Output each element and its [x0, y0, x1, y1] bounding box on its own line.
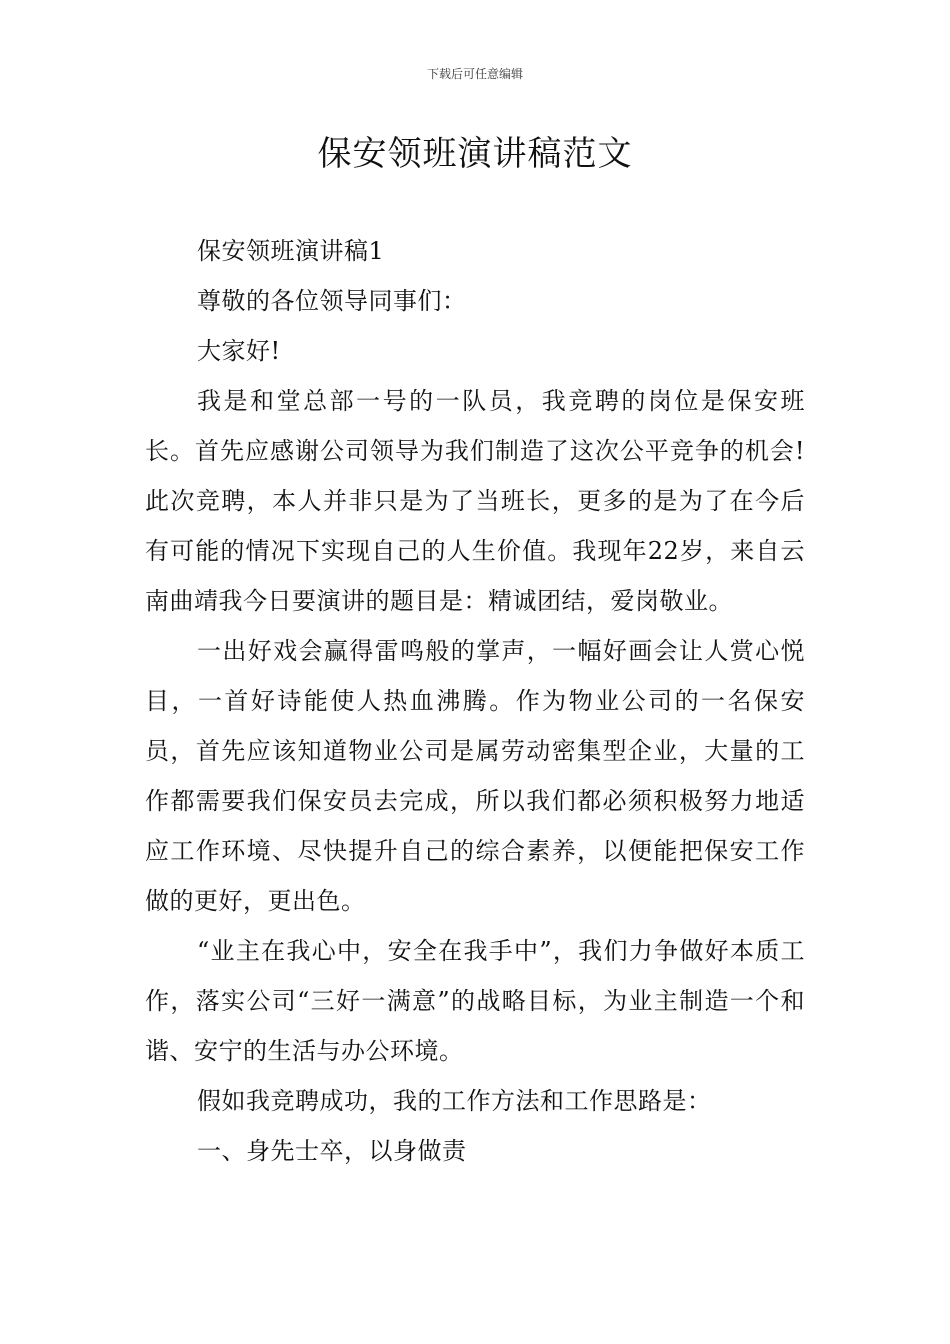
paragraph-plan-item: 一、身先士卒，以身做责: [197, 1137, 467, 1165]
paragraph-salutation: 尊敬的各位领导同事们：: [197, 287, 467, 315]
document-body: [145, 226, 805, 1176]
paragraph-subtitle: 保安领班演讲稿1: [197, 237, 385, 265]
paragraph-greeting: 大家好!: [197, 337, 281, 365]
header-note: 下载后可任意编辑: [426, 67, 523, 81]
document-title: 保安领班演讲稿范文: [317, 134, 633, 174]
paragraph-body: 一出好戏会赢得雷鸣般的掌声，一幅好画会让人赏心悦目，一首好诗能使人热血沸腾。作为物业公司的一名保安员，首先应该知道物业公司是属劳动密集型企业，大量的工作都需要我们保安员去完成，所以我们都必须积极努力地适应工作环境、尽快提升自己的综合素养，以便能把保安工作做的更好，更出色。: [145, 637, 805, 915]
paragraph-plan-intro: 假如我竞聘成功，我的工作方法和工作思路是：: [197, 1087, 712, 1115]
paragraph-slogan: “业主在我心中，安全在我手中”，我们力争做好本质工作，落实公司“三好一满意”的战略目标，为业主制造一个和谐、安宁的生活与办公环境。: [145, 937, 805, 1065]
paragraph-introduction: 我是和堂总部一号的一队员，我竞聘的岗位是保安班长。首先应感谢公司领导为我们制造了这次公平竞争的机会!此次竞聘，本人并非只是为了当班长，更多的是为了在今后有可能的情况下实现自己的人生价值。我现年22岁，来自云南曲靖我今日要演讲的题目是：精诚团结，爱岗敬业。: [145, 387, 805, 615]
